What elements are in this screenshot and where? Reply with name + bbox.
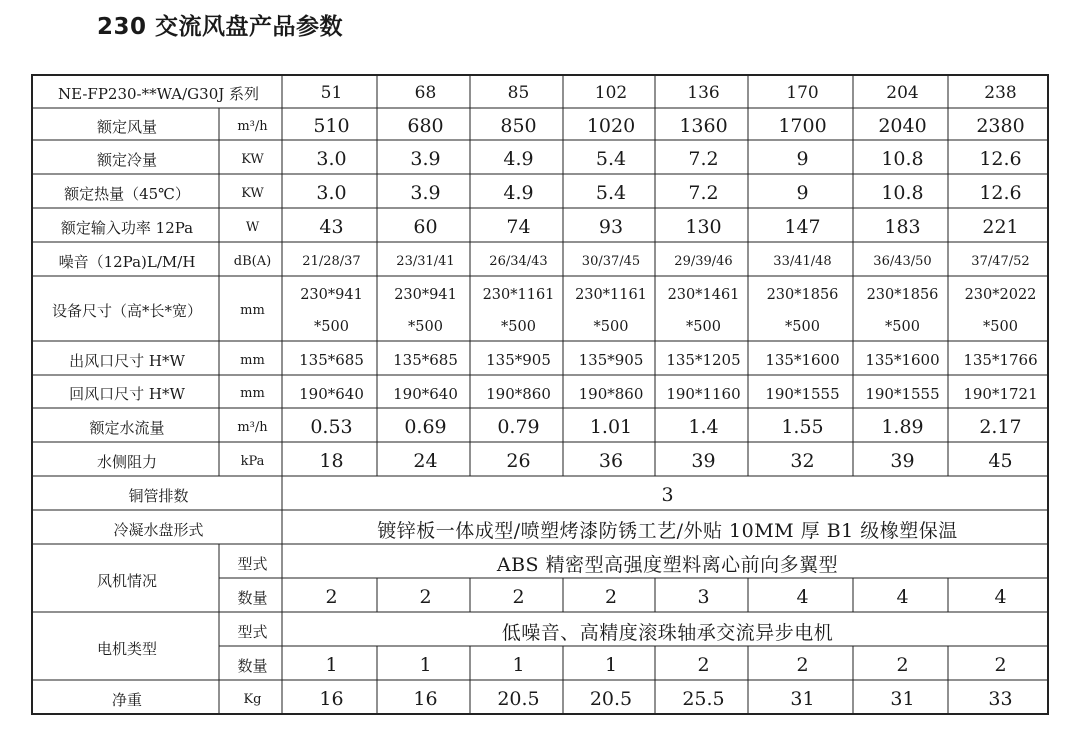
table-cell: 39 (890, 450, 915, 472)
table-cell (565, 278, 657, 343)
table-cell: 4.9 (503, 182, 534, 204)
weight-cell: 16 (413, 688, 438, 710)
table-cell: 3.9 (410, 182, 441, 204)
weight-cell: 25.5 (682, 688, 725, 710)
model-header-cell: 204 (886, 83, 919, 103)
table-cell: 190*860 (578, 384, 644, 403)
table-cell: 1.4 (688, 416, 719, 438)
table-cell: 510 (313, 115, 350, 137)
table-cell: 9 (796, 148, 809, 170)
table-cell: 29/39/46 (674, 253, 733, 269)
motor-qty-label: 数量 (237, 656, 268, 675)
row-label: 额定输入功率 12Pa (60, 218, 194, 237)
fan-qty-label: 数量 (237, 588, 268, 607)
table-cell: 30/37/45 (581, 253, 641, 269)
drainpan-label: 冷凝水盘形式 (113, 520, 204, 539)
table-cell: 93 (598, 216, 624, 238)
row-unit: m³/h (237, 419, 268, 435)
table-cell: 135*905 (578, 351, 644, 369)
model-header-cell: 136 (687, 83, 720, 103)
table-cell: 190*1160 (666, 384, 741, 403)
table-cell: 37/47/52 (971, 253, 1030, 269)
drainpan-value: 镀锌板一体成型/喷塑烤漆防锈工艺/外贴 10MM 厚 B1 级橡塑保温 (377, 519, 958, 542)
table-cell: 24 (413, 450, 438, 472)
table-cell: 23/31/41 (396, 253, 455, 269)
table-cell: 135*685 (393, 351, 458, 369)
weight-cell: 33 (988, 688, 1013, 710)
table-cell: 0.69 (404, 416, 447, 438)
weight-cell: 20.5 (589, 688, 633, 710)
table-cell: 0.53 (310, 416, 353, 438)
table-cell: 135*685 (299, 351, 364, 369)
table-cell: 45 (988, 450, 1013, 472)
copper-value: 3 (661, 484, 674, 506)
table-cell: 135*1600 (865, 351, 940, 369)
weight-label: 净重 (111, 690, 142, 709)
table-cell: 135*1205 (666, 351, 741, 369)
table-cell: 190*640 (299, 384, 364, 403)
copper-label: 铜管排数 (128, 486, 189, 505)
cell-text-line: *500 (593, 318, 629, 335)
motor-qty-cell: 1 (512, 654, 525, 676)
weight-cell: 31 (790, 688, 815, 710)
table-cell: 190*1555 (765, 384, 840, 403)
cell-text-line: 230*1856 (866, 286, 939, 303)
cell-text-line: *500 (501, 318, 536, 335)
row-label: 噪音（12Pa)L/M/H (58, 252, 196, 271)
model-header-cell: 238 (984, 83, 1017, 103)
table-cell: 26/34/43 (489, 253, 548, 269)
row-label: 回风口尺寸 H*W (69, 385, 185, 403)
motor-qty-cell: 1 (419, 654, 432, 676)
table-cell (379, 278, 472, 343)
table-cell: 190*860 (486, 384, 551, 403)
table-cell: 12.6 (979, 182, 1022, 204)
table-cell: 10.8 (881, 148, 924, 170)
table-cell: 5.4 (595, 148, 627, 170)
table-cell: 183 (884, 216, 921, 238)
table-cell: 60 (413, 216, 438, 238)
row-label: 出风口尺寸 H*W (69, 351, 185, 370)
fan-qty-cell: 4 (994, 586, 1007, 608)
row-unit: dB(A) (233, 253, 272, 269)
table-cell: 190*1555 (865, 384, 940, 403)
fan-qty-cell: 4 (796, 586, 809, 608)
row-unit: KW (241, 185, 264, 201)
table-cell: 7.2 (688, 182, 719, 204)
table-cell: 190*640 (393, 384, 458, 403)
table-cell: 1360 (679, 115, 728, 137)
table-cell: 221 (982, 216, 1019, 238)
table-cell: 135*905 (486, 351, 551, 369)
table-cell (657, 278, 750, 343)
weight-cell: 20.5 (497, 688, 540, 710)
table-cell: 5.4 (595, 182, 627, 204)
motor-label: 电机类型 (96, 639, 157, 658)
table-cell: 3.0 (316, 182, 347, 204)
table-cell (472, 278, 565, 343)
cell-text-line: 230*2022 (964, 286, 1037, 303)
table-cell: 21/28/37 (302, 253, 361, 269)
weight-cell: 16 (319, 688, 344, 710)
fan-label: 风机情况 (96, 571, 157, 590)
table-cell: 1700 (778, 115, 827, 137)
row-label: 设备尺寸（高*长*宽） (51, 302, 202, 320)
fan-qty-cell: 4 (896, 586, 909, 608)
table-cell: 2380 (976, 115, 1025, 137)
cell-text-line: *500 (314, 318, 349, 335)
table-cell: 130 (685, 216, 722, 238)
table-cell: 33/41/48 (773, 253, 832, 269)
model-header-cell: 102 (594, 83, 628, 103)
row-label: 额定风量 (96, 117, 157, 136)
table-cell: 7.2 (688, 148, 719, 170)
fan-qty-cell: 2 (419, 586, 432, 608)
table-cell: 135*1600 (765, 351, 840, 369)
fan-type-label: 型式 (237, 554, 268, 573)
table-cell: 18 (319, 450, 344, 472)
page-title: 230 交流风盘产品参数 (97, 14, 344, 40)
table-cell: 3.0 (316, 148, 347, 170)
table-cell: 0.79 (497, 416, 540, 438)
motor-qty-cell: 2 (697, 654, 710, 676)
table-cell: 1.89 (881, 416, 924, 438)
motor-type-label: 型式 (237, 622, 268, 641)
table-cell: 9 (796, 182, 809, 204)
row-unit: mm (240, 386, 265, 401)
table-cell: 43 (319, 216, 344, 238)
row-label: 额定热量（45℃） (64, 184, 190, 203)
cell-text-line: *500 (983, 318, 1018, 335)
table-cell: 1.55 (781, 416, 824, 438)
cell-text-line: 230*1461 (667, 286, 740, 303)
fan-qty-cell: 3 (697, 586, 710, 608)
cell-text-line: 230*1856 (766, 286, 839, 303)
table-cell: 74 (506, 216, 531, 238)
table-cell (284, 278, 379, 343)
table-cell: 2.17 (979, 416, 1022, 438)
cell-text-line: 230*941 (394, 286, 457, 303)
row-unit: mm (240, 303, 265, 318)
table-cell: 36/43/50 (873, 253, 932, 269)
cell-text-line: 230*1161 (575, 286, 647, 303)
table-cell: 12.6 (979, 148, 1022, 170)
fan-qty-cell: 2 (325, 586, 338, 608)
cell-text-line: *500 (686, 318, 721, 335)
row-unit: m³/h (237, 118, 268, 134)
cell-text-line: *500 (408, 318, 443, 335)
model-header-cell: 51 (320, 83, 343, 103)
cell-text-line: 230*1161 (482, 286, 555, 303)
cell-text-line: *500 (885, 318, 920, 335)
model-header-cell: 85 (507, 83, 530, 103)
row-label: 水侧阻力 (96, 452, 157, 471)
table-cell: 39 (691, 450, 716, 472)
model-header-cell: 170 (786, 83, 819, 103)
table-cell: 26 (506, 450, 531, 472)
motor-qty-cell: 2 (896, 654, 909, 676)
row-label: 额定冷量 (96, 150, 157, 169)
fan-qty-cell: 2 (604, 586, 618, 608)
weight-cell: 31 (890, 688, 915, 710)
row-label: 额定水流量 (89, 418, 165, 437)
table-cell: 36 (598, 450, 624, 472)
motor-qty-cell: 2 (994, 654, 1007, 676)
cell-text-line: *500 (785, 318, 820, 335)
row-unit: W (245, 219, 260, 235)
table-cell: 147 (784, 216, 821, 238)
fan-qty-cell: 2 (512, 586, 525, 608)
fan-type-value: ABS 精密型高强度塑料离心前向多翼型 (496, 553, 839, 576)
series-header-cell: NE-FP230-**WA/G30J 系列 (57, 84, 260, 103)
table-cell: 3.9 (410, 148, 441, 170)
row-unit: mm (240, 352, 265, 368)
motor-type-value: 低噪音、高精度滚珠轴承交流异步电机 (501, 621, 834, 644)
spec-table (31, 74, 1049, 715)
motor-qty-cell: 1 (325, 654, 338, 676)
cell-text-line: 230*941 (300, 286, 363, 303)
table-cell: 135*1766 (963, 351, 1038, 369)
table-cell: 680 (407, 115, 444, 137)
table-cell (950, 278, 1049, 343)
model-header-cell: 68 (414, 83, 437, 103)
table-cell: 10.8 (881, 182, 924, 204)
table-cell (750, 278, 855, 343)
table-cell: 1.01 (589, 416, 633, 438)
table-cell (855, 278, 950, 343)
table-cell: 1020 (586, 115, 636, 137)
row-unit: KW (241, 151, 264, 167)
motor-qty-cell: 1 (604, 654, 618, 676)
motor-qty-cell: 2 (796, 654, 809, 676)
row-unit: kPa (240, 453, 265, 469)
table-cell: 850 (500, 115, 537, 137)
table-cell: 190*1721 (963, 384, 1038, 403)
table-cell: 2040 (878, 115, 927, 137)
table-cell: 32 (790, 450, 815, 472)
table-cell: 4.9 (503, 148, 534, 170)
weight-unit: Kg (243, 691, 262, 707)
